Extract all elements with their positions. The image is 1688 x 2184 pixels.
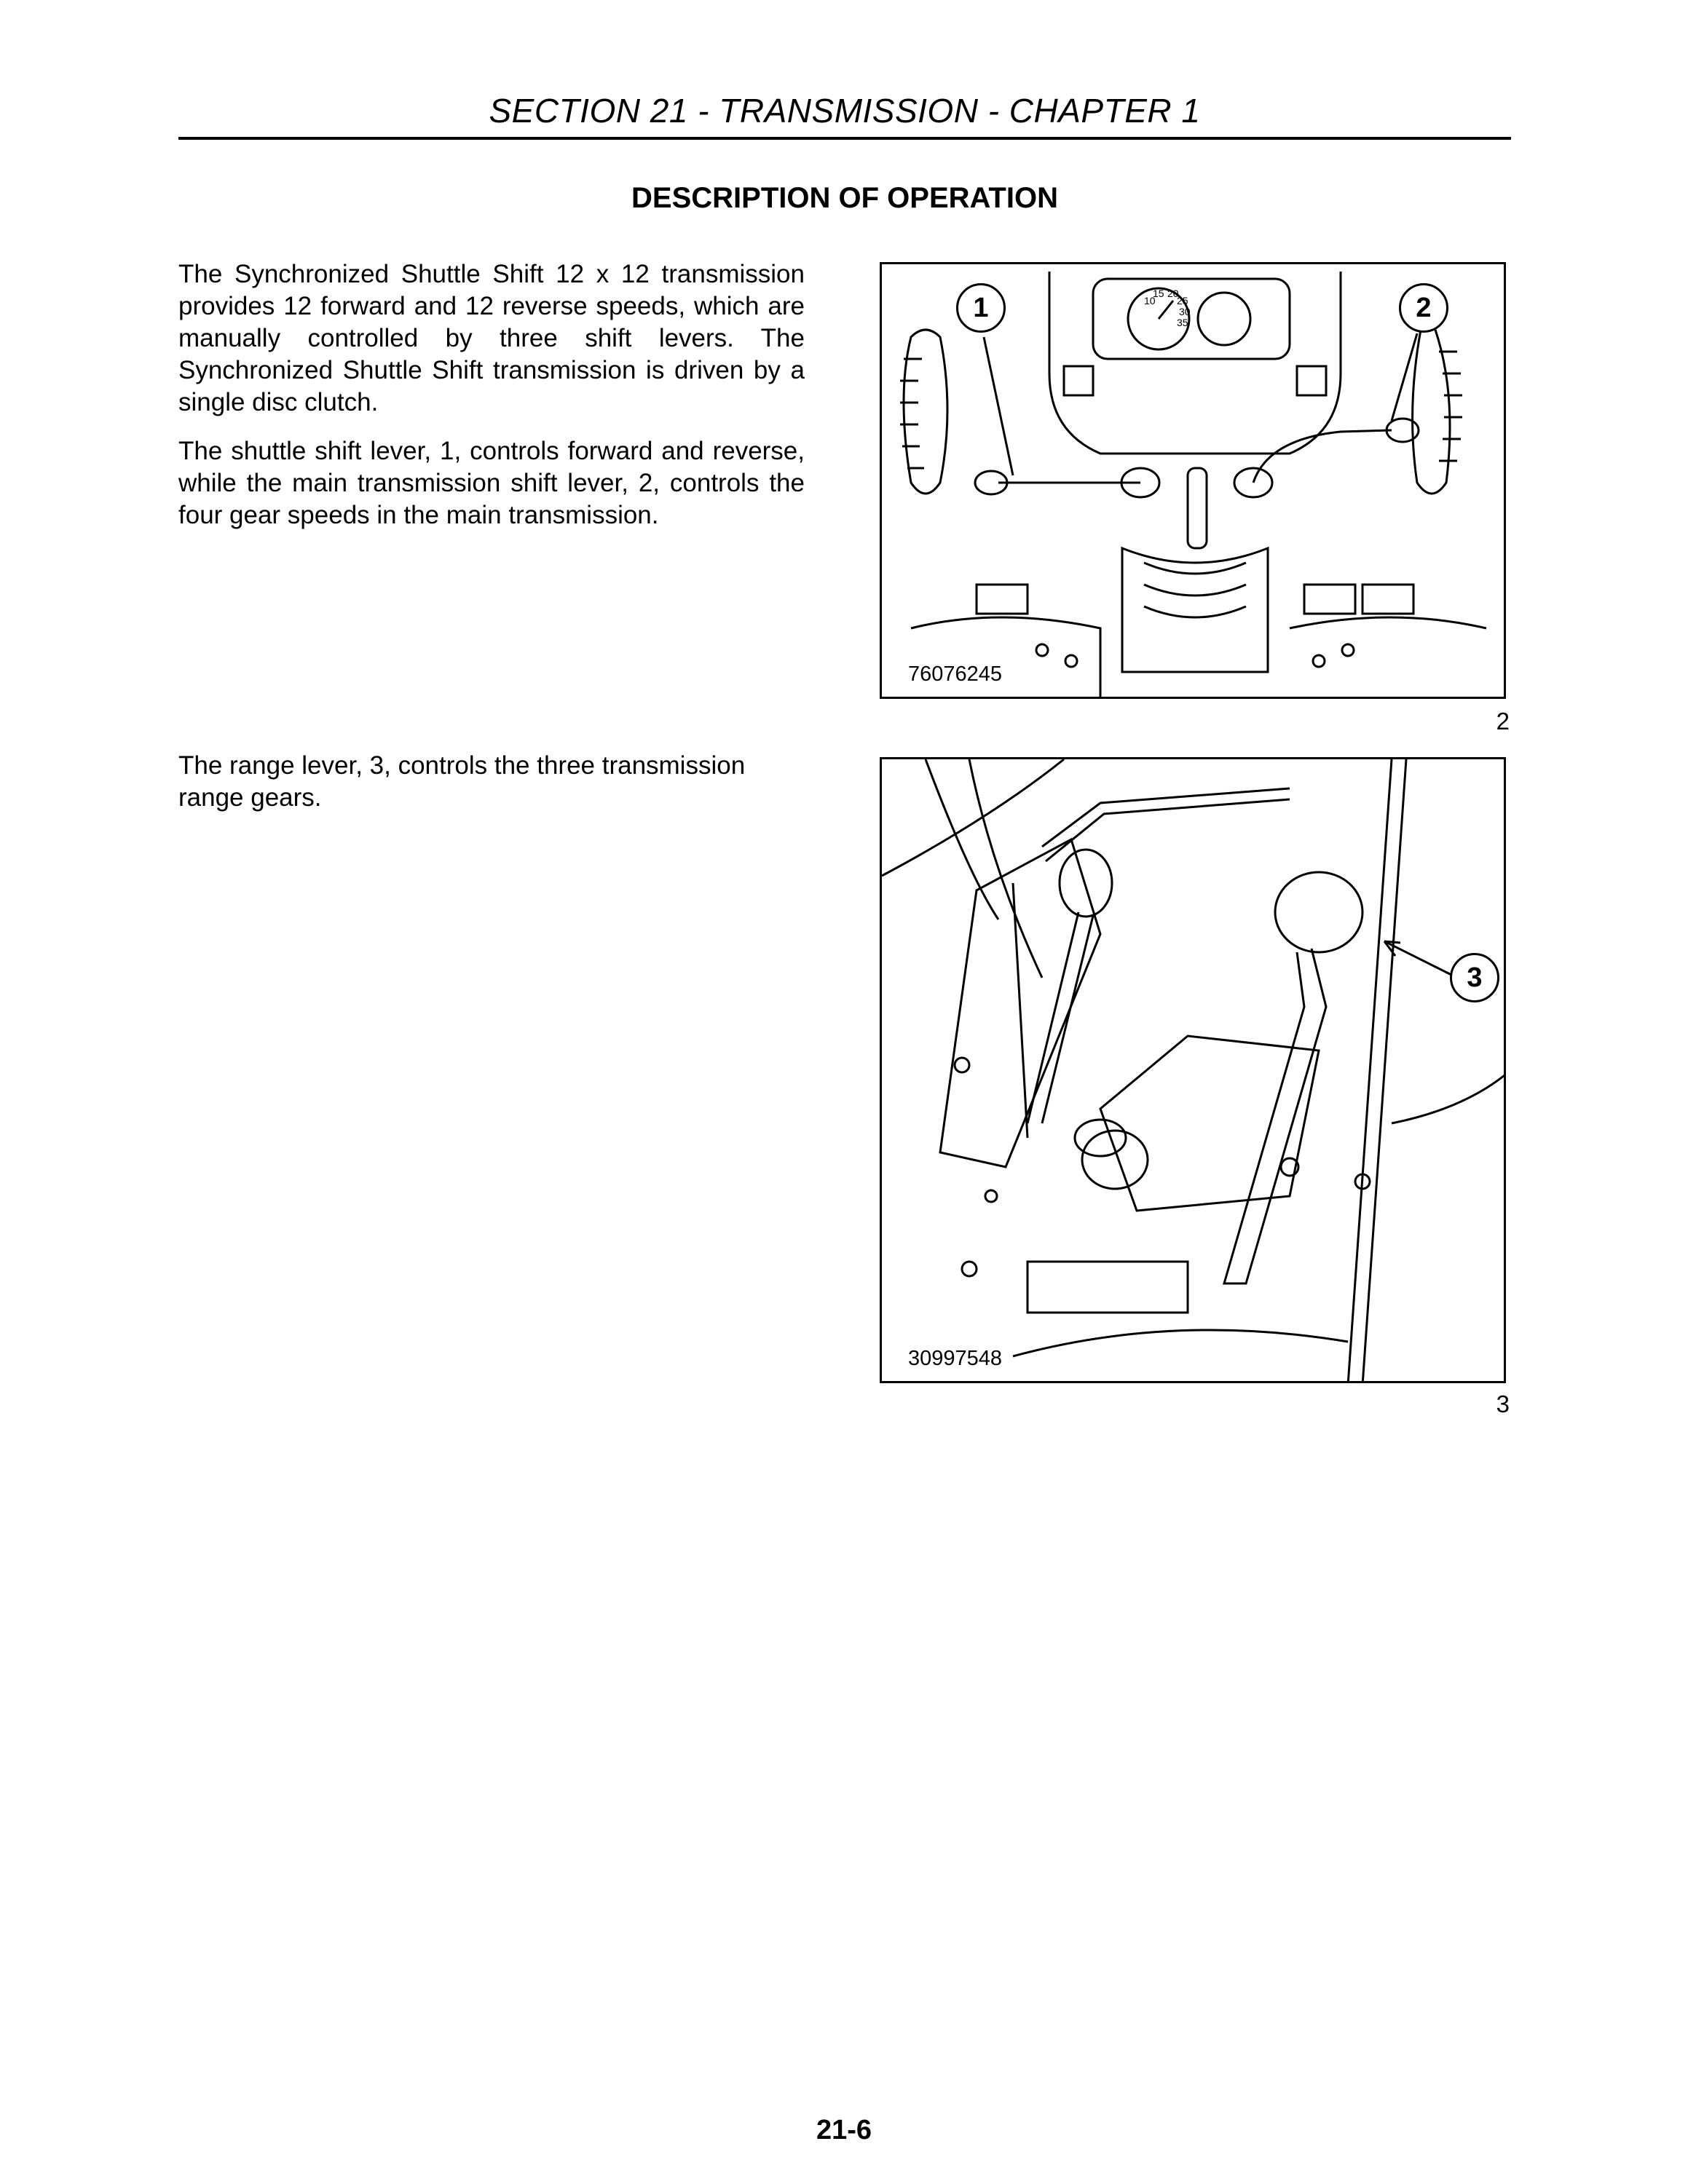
- dial-mark-15: 15: [1153, 288, 1164, 299]
- figure-tractor-dashboard: [880, 262, 1506, 699]
- figure-image-id: 30997548: [905, 1347, 1005, 1371]
- header-rule: [178, 137, 1511, 140]
- dial-mark-25: 25: [1177, 295, 1188, 306]
- range-lever-illustration: [882, 759, 1506, 1383]
- figure-number: 3: [1496, 1390, 1510, 1417]
- dial-mark-35: 35: [1177, 317, 1188, 328]
- paragraph-range-lever: The range lever, 3, controls the three transmission range gears.: [178, 751, 746, 812]
- figure-range-lever: [880, 757, 1506, 1383]
- dial-mark-30: 30: [1179, 306, 1191, 317]
- paragraph-shuttle-shift-lever: The shuttle shift lever, 1, controls forward and reverse, while the main transmission shift lever, 2, controls the four gear speeds in the main transmission.: [178, 437, 805, 529]
- paragraph-synchronized-shuttle: The Synchronized Shuttle Shift 12 x 12 transmission provides 12 forward and 12 reverse speeds, which are manually controlled by three shift levers. The Synchronized Shuttle Shift transmission is driven by a single disc clutch.: [178, 260, 805, 416]
- callout-3: 3: [1450, 953, 1499, 1002]
- callout-1: 1: [956, 283, 1006, 333]
- callout-2: 2: [1399, 283, 1448, 333]
- page-number: 21-6: [816, 2115, 872, 2145]
- figure-number: 2: [1496, 708, 1510, 735]
- section-header-title: SECTION 21 - TRANSMISSION - CHAPTER 1: [489, 92, 1201, 130]
- dial-mark-20: 20: [1167, 288, 1179, 299]
- section-heading: DESCRIPTION OF OPERATION: [631, 182, 1058, 214]
- dial-mark-10: 10: [1144, 295, 1156, 306]
- figure-image-id: 76076245: [905, 662, 1005, 687]
